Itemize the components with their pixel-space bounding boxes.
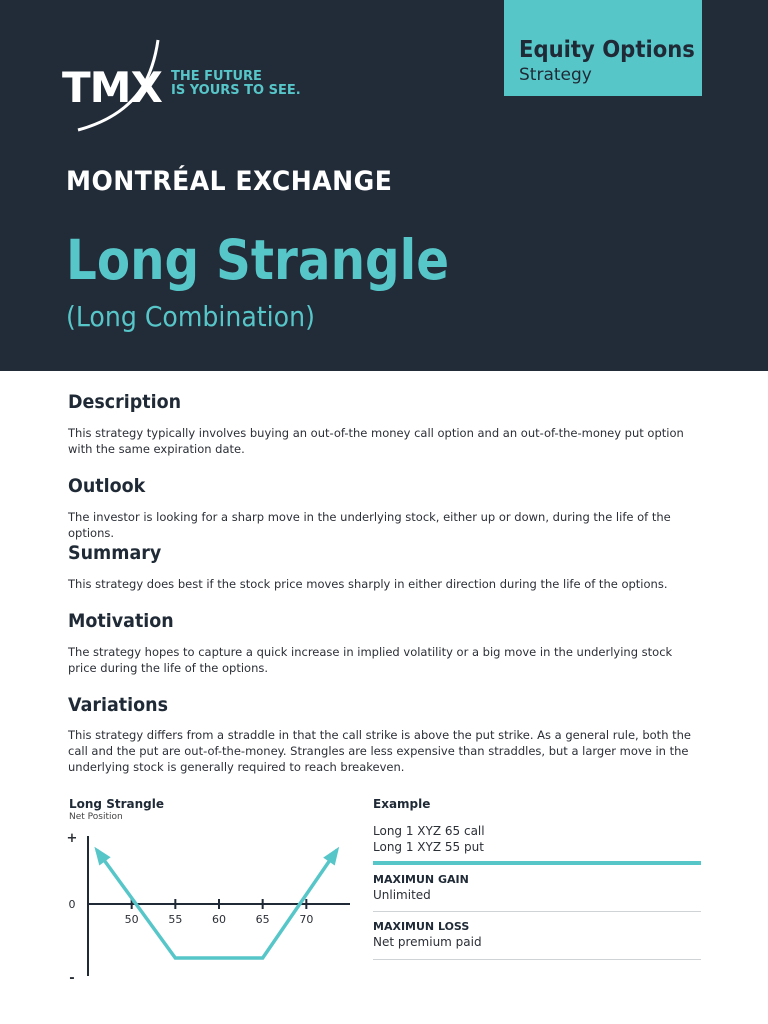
tagline-line2: IS YOURS TO SEE.: [171, 83, 301, 98]
example-lines: [373, 823, 485, 855]
logo-text: TMX: [62, 63, 162, 112]
example-title: Example: [373, 797, 431, 811]
section-text-description: This strategy typically involves buying an out-of-the money call option and an out-of-the-money put option with the same expiration date.: [68, 426, 684, 456]
section-text-motivation: The strategy hopes to capture a quick increase in implied volatility or a big move in the underlying stock price during the life of the options.: [68, 645, 673, 675]
chart-ylabel: Net Position: [69, 812, 123, 822]
max-gain-label: MAXIMUN GAIN: [373, 873, 469, 886]
max-loss-label: MAXIMUN LOSS: [373, 920, 470, 933]
divider: [373, 861, 701, 865]
section-heading-variations: Variations: [68, 694, 168, 716]
x-tick-label-60: 60: [212, 913, 226, 926]
payoff-chart: [60, 824, 360, 984]
section-text-summary: This strategy does best if the stock price moves sharply in either direction during the life of the options.: [68, 577, 668, 591]
arrow-right-icon: [323, 847, 339, 866]
divider: [373, 959, 701, 960]
header-banner: [0, 0, 768, 371]
section-text-variations: This strategy differs from a straddle in that the call strike is above the put strike. As a general rule, both the call and the put are out-of-the-money. Strangles are less expensive than straddles, but a larger move in the underlying stock is generally required to reach breakeven.: [68, 728, 692, 774]
arrow-left-icon: [94, 847, 110, 866]
chart-title: Long Strangle: [69, 797, 164, 811]
tagline-line1: THE FUTURE: [171, 69, 262, 84]
example-line-put: Long 1 XYZ 55 put: [373, 840, 484, 854]
section-heading-outlook: Outlook: [68, 475, 146, 497]
exchange-name: MONTRÉAL EXCHANGE: [66, 166, 393, 197]
badge-title: Equity Options: [519, 37, 695, 63]
x-tick-label-70: 70: [299, 913, 314, 926]
section-text-outlook: The investor is looking for a sharp move in the underlying stock, either up or down, during the life of the options.: [68, 510, 671, 540]
section-heading-description: Description: [68, 391, 182, 413]
y-tick-label: 0: [68, 898, 76, 911]
page-subtitle: (Long Combination): [66, 300, 315, 333]
y-tick-label: +: [66, 831, 78, 846]
divider: [373, 911, 701, 912]
example-line-call: Long 1 XYZ 65 call: [373, 824, 485, 838]
section-heading-motivation: Motivation: [68, 610, 174, 632]
section-heading-summary: Summary: [68, 542, 162, 564]
max-loss-value: Net premium paid: [373, 935, 482, 949]
category-badge: [504, 0, 702, 96]
badge-subtitle: Strategy: [519, 65, 592, 85]
x-tick-label-55: 55: [168, 913, 183, 926]
page-title: Long Strangle: [66, 228, 450, 292]
max-gain-value: Unlimited: [373, 888, 431, 902]
x-tick-label-65: 65: [255, 913, 270, 926]
x-tick-label-50: 50: [124, 913, 139, 926]
y-tick-label: -: [69, 971, 75, 984]
tmx-logo: [62, 38, 302, 138]
tagline: [171, 70, 301, 98]
